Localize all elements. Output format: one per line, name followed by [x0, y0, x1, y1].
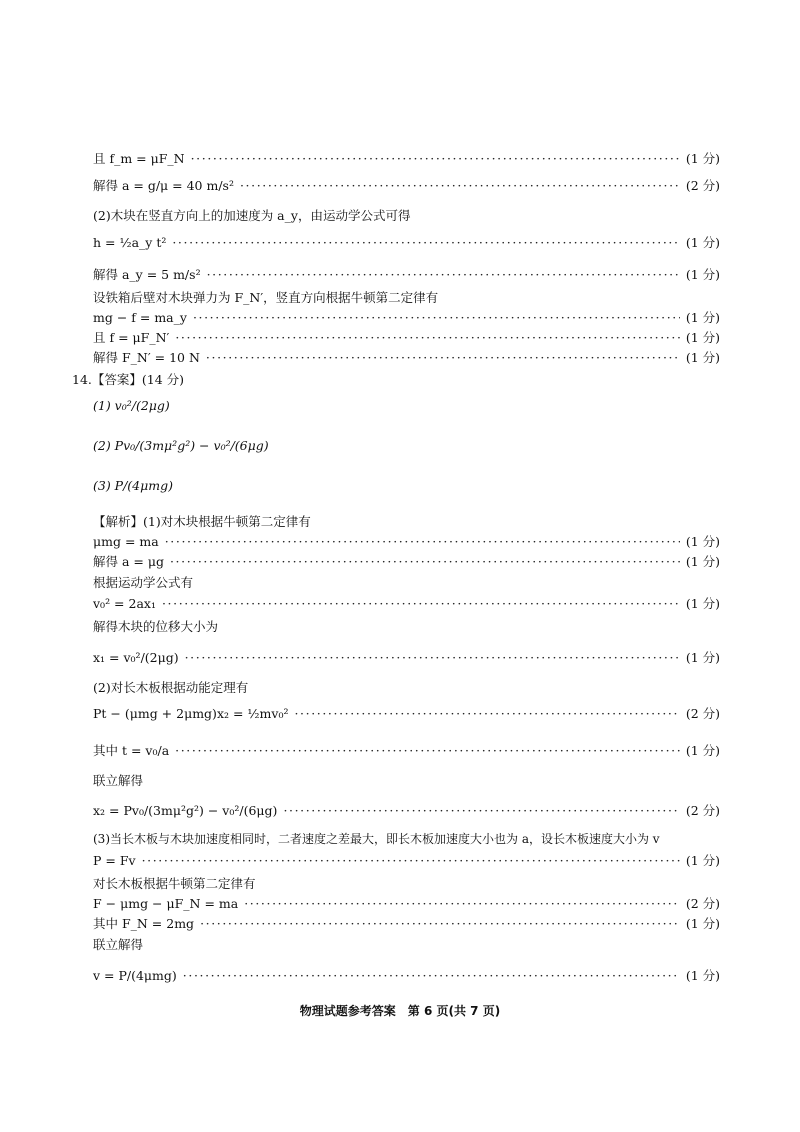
- leader-dots: [165, 534, 680, 549]
- question-header: 14.【答案】(14 分): [72, 372, 185, 387]
- step-line: [93, 851, 720, 869]
- text: 解得木块的位移大小为: [93, 619, 219, 634]
- text: (2)对长木板根据动能定理有: [93, 680, 249, 695]
- score: (1 分): [685, 310, 720, 325]
- text: 联立解得: [93, 937, 144, 952]
- leader-dots: [170, 554, 680, 569]
- step-line: [93, 552, 720, 570]
- score: (1 分): [685, 743, 720, 758]
- leader-dots: [240, 178, 680, 193]
- text-line: [93, 874, 733, 892]
- score: (1 分): [685, 350, 720, 365]
- formula: 且 f = μF_N′: [93, 330, 170, 345]
- step-line: [93, 348, 720, 366]
- step-line: [93, 328, 720, 346]
- leader-dots: [200, 916, 680, 931]
- formula: x₂ = Pv₀/(3mμ²g²) − v₀²/(6μg): [93, 802, 278, 818]
- step-line: [93, 914, 720, 932]
- text-line: [93, 206, 733, 224]
- score: (1 分): [685, 916, 720, 931]
- text: 设铁箱后壁对木块弹力为 F_N′，竖直方向根据牛顿第二定律有: [93, 290, 439, 305]
- leader-dots: [175, 330, 679, 345]
- text-line: [93, 771, 733, 789]
- formula: F − μmg − μF_N = ma: [93, 895, 239, 911]
- formula: μmg = ma: [93, 533, 159, 549]
- step-line: [93, 741, 720, 759]
- step-line: [93, 801, 720, 819]
- leader-dots: [162, 596, 680, 611]
- leader-dots: [193, 310, 680, 325]
- formula: 且 f_m = μF_N: [93, 151, 185, 166]
- step-line: [93, 233, 720, 251]
- text: 联立解得: [93, 773, 144, 788]
- step-line: [93, 894, 720, 912]
- formula: 解得 a_y = 5 m/s²: [93, 267, 201, 282]
- text-line: [93, 512, 733, 530]
- leader-dots: [244, 896, 680, 911]
- formula: h = ½a_y t²: [93, 234, 167, 250]
- score: (2 分): [685, 178, 720, 193]
- formula: 解得 F_N′ = 10 N: [93, 350, 200, 365]
- step-line: [93, 149, 720, 167]
- page-footer: 物理试题参考答案 第 6 页(共 7 页): [299, 1004, 501, 1018]
- formula: 其中 F_N = 2mg: [93, 916, 195, 931]
- text-line: [93, 288, 733, 306]
- step-line: [93, 265, 720, 283]
- leader-dots: [185, 650, 680, 665]
- answer-3: (3) P/(4μmg): [93, 478, 173, 493]
- score: (2 分): [685, 706, 720, 721]
- score: (1 分): [685, 534, 720, 549]
- step-line: [93, 594, 720, 612]
- formula: x₁ = v₀²/(2μg): [93, 649, 179, 665]
- leader-dots: [175, 743, 680, 758]
- score: (1 分): [685, 853, 720, 868]
- leader-dots: [172, 235, 679, 250]
- formula: v = P/(4μmg): [93, 967, 177, 983]
- step-line: [93, 648, 720, 666]
- answer-2: (2) Pv₀/(3mμ²g²) − v₀²/(6μg): [93, 438, 269, 453]
- score: (2 分): [685, 803, 720, 818]
- leader-dots: [191, 151, 680, 166]
- score: (2 分): [685, 896, 720, 911]
- leader-dots: [206, 350, 680, 365]
- text-line: [93, 573, 733, 591]
- score: (1 分): [685, 330, 720, 345]
- step-line: [93, 532, 720, 550]
- text-line: [93, 617, 733, 635]
- formula: mg − f = ma_y: [93, 309, 187, 325]
- step-line: [93, 176, 720, 194]
- step-line: [93, 704, 720, 722]
- text: (2)木块在竖直方向上的加速度为 a_y，由运动学公式可得: [93, 208, 411, 223]
- formula: Pt − (μmg + 2μmg)x₂ = ½mv₀²: [93, 705, 289, 721]
- score: (1 分): [685, 267, 720, 282]
- text-line: [93, 830, 753, 847]
- formula: 解得 a = g/μ = 40 m/s²: [93, 178, 234, 193]
- formula: 其中 t = v₀/a: [93, 743, 170, 758]
- text: 根据运动学公式有: [93, 575, 194, 590]
- text: 【解析】(1)对木块根据牛顿第二定律有: [93, 514, 311, 529]
- formula: P = Fv: [93, 852, 136, 868]
- leader-dots: [283, 803, 679, 818]
- leader-dots: [294, 706, 679, 721]
- text-line: [93, 935, 733, 953]
- leader-dots: [183, 968, 680, 983]
- text: (3)当长木板与木块加速度相同时，二者速度之差最大，即长木板加速度大小也为 a，设长木板速度大小为 v: [93, 832, 660, 846]
- step-line: [93, 966, 720, 984]
- text-line: [93, 678, 733, 696]
- score: (1 分): [685, 596, 720, 611]
- answer-1: (1) v₀²/(2μg): [93, 398, 170, 413]
- step-line: [93, 308, 720, 326]
- leader-dots: [207, 267, 680, 282]
- text: 对长木板根据牛顿第二定律有: [93, 876, 256, 891]
- score: (1 分): [685, 650, 720, 665]
- score: (1 分): [685, 151, 720, 166]
- formula: v₀² = 2ax₁: [93, 595, 156, 611]
- score: (1 分): [685, 554, 720, 569]
- score: (1 分): [685, 968, 720, 983]
- leader-dots: [142, 853, 680, 868]
- score: (1 分): [685, 235, 720, 250]
- formula: 解得 a = μg: [93, 554, 164, 569]
